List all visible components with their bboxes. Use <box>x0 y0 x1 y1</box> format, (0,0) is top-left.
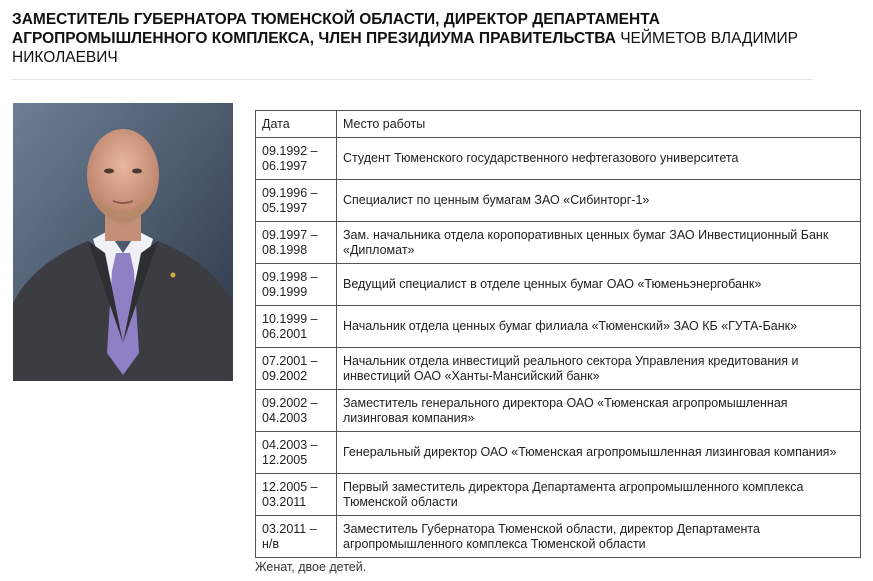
cell-date: 09.1992 – 06.1997 <box>256 138 337 180</box>
family-status: Женат, двое детей. <box>255 560 367 574</box>
table-row <box>256 432 861 474</box>
table-row <box>256 306 861 348</box>
cell-workplace: Начальник отдела ценных бумаг филиала «Тюменский» ЗАО КБ «ГУТА-Банк» <box>337 306 861 348</box>
title-person-name: ЧЕЙМЕТОВ ВЛАДИМИР НИКОЛАЕВИЧ <box>12 30 798 66</box>
cell-workplace: Студент Тюменского государственного нефтегазового университета <box>337 138 861 180</box>
column-header-workplace: Место работы <box>337 111 861 138</box>
cell-date: 12.2005 – 03.2011 <box>256 474 337 516</box>
cell-workplace: Заместитель генерального директора ОАО «Тюменская агропромышленная лизинговая компания» <box>337 390 861 432</box>
table-row <box>256 390 861 432</box>
page-title <box>12 10 812 67</box>
cell-workplace: Заместитель Губернатора Тюменской области, директор Департамента агропромышленного комплекса Тюменской области <box>337 516 861 558</box>
cell-workplace: Ведущий специалист в отделе ценных бумаг ОАО «Тюменьэнергобанк» <box>337 264 861 306</box>
title-position: ЗАМЕСТИТЕЛЬ ГУБЕРНАТОРА ТЮМЕНСКОЙ ОБЛАСТИ, ДИРЕКТОР ДЕПАРТАМЕНТА АГРОПРОМЫШЛЕННОГО КОМПЛЕКСА, ЧЛЕН ПРЕЗИДИУМА ПРАВИТЕЛЬСТВА <box>12 11 660 47</box>
table-row <box>256 348 861 390</box>
table-row <box>256 180 861 222</box>
career-table <box>255 110 861 558</box>
cell-date: 09.2002 – 04.2003 <box>256 390 337 432</box>
table-row <box>256 474 861 516</box>
cell-date: 09.1997 – 08.1998 <box>256 222 337 264</box>
portrait-photo <box>13 103 233 381</box>
cell-workplace: Зам. начальника отдела коропоративных ценных бумаг ЗАО Инвестиционный Банк «Дипломат» <box>337 222 861 264</box>
cell-date: 09.1998 – 09.1999 <box>256 264 337 306</box>
cell-date: 10.1999 – 06.2001 <box>256 306 337 348</box>
portrait-illustration <box>13 103 233 381</box>
table-header-row <box>256 111 861 138</box>
cell-date: 04.2003 – 12.2005 <box>256 432 337 474</box>
cell-workplace: Первый заместитель директора Департамента агропромышленного комплекса Тюменской области <box>337 474 861 516</box>
cell-workplace: Начальник отдела инвестиций реального сектора Управления кредитования и инвестиций ОАО «Ханты-Мансийский банк» <box>337 348 861 390</box>
cell-workplace: Специалист по ценным бумагам ЗАО «Сибинторг-1» <box>337 180 861 222</box>
cell-date: 09.1996 – 05.1997 <box>256 180 337 222</box>
cell-date: 03.2011 – н/в <box>256 516 337 558</box>
cell-date: 07.2001 – 09.2002 <box>256 348 337 390</box>
table-row <box>256 222 861 264</box>
table-row <box>256 516 861 558</box>
column-header-date: Дата <box>256 111 337 138</box>
table-row <box>256 138 861 180</box>
cell-workplace: Генеральный директор ОАО «Тюменская агропромышленная лизинговая компания» <box>337 432 861 474</box>
title-divider <box>12 79 812 80</box>
table-row <box>256 264 861 306</box>
